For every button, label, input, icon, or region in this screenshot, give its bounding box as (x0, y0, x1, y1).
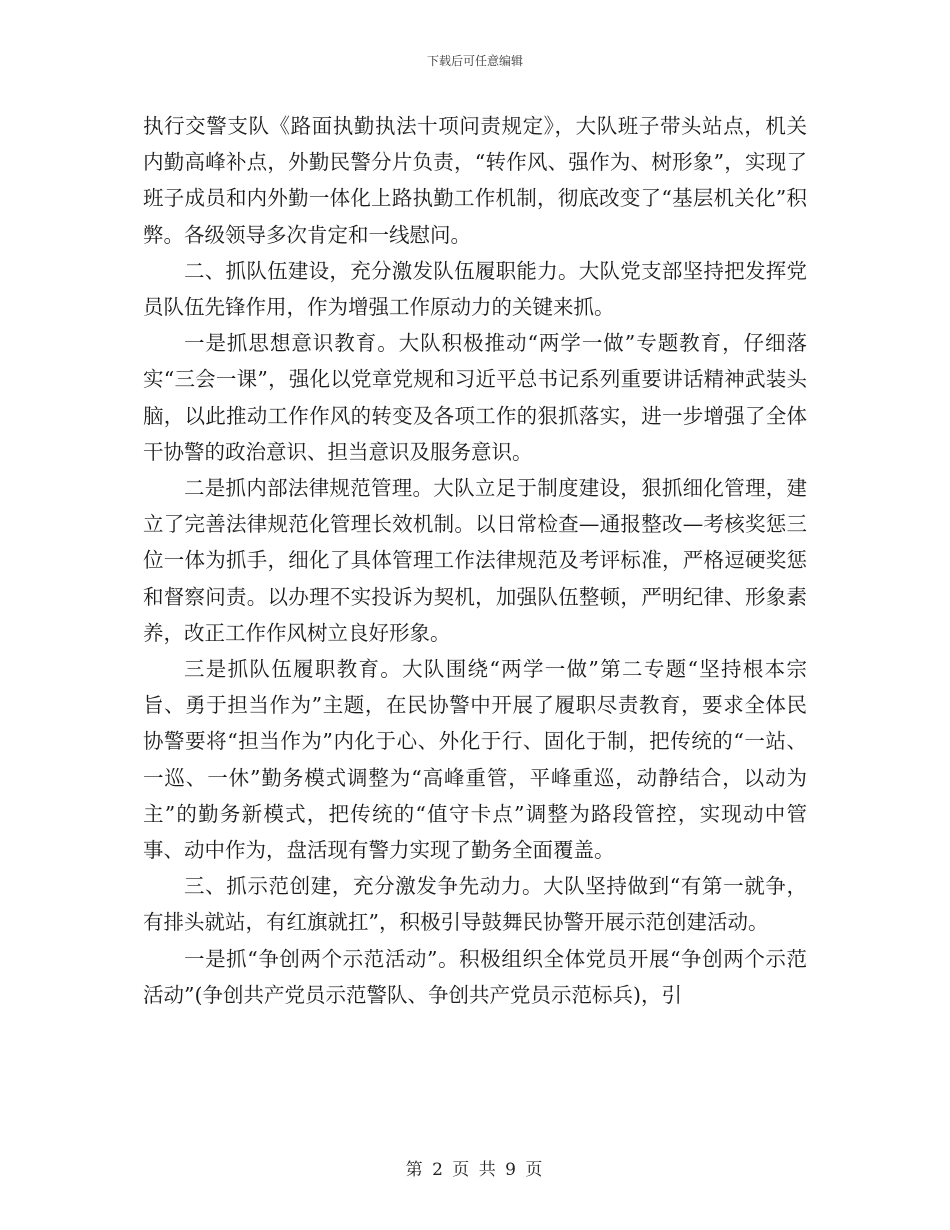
paragraph-7: 一是抓“争创两个示范活动”。积极组织全体党员开展“争创两个示范活动”(争创共产党员示范警队、争创共产党员示范标兵)，引 (143, 946, 807, 1007)
document-body (143, 108, 807, 1013)
paragraph-2: 二、抓队伍建设，充分激发队伍履职能力。大队党支部坚持把发挥党员队伍先锋作用，作为增强工作原动力的关键来抓。 (143, 258, 807, 320)
page-number-footer: 第 2 页 共 9 页 (405, 1160, 545, 1180)
paragraph-5: 三是抓队伍履职教育。大队围绕“两学一做”第二专题“坚持根本宗旨、勇于担当作为”主题，在民协警中开展了履职尽责教育，要求全体民协警要将“担当作为”内化于心、外化于行、固化于制，把传统的“一站、一巡、一休”勤务模式调整为“高峰重管，平峰重巡，动静结合，以动为主”的勤务新模式，把传统的“值守卡点”调整为路段管控，实现动中管事、动中作为，盘活现有警力实现了勤务全面覆盖。 (143, 657, 807, 863)
paragraph-1: 执行交警支队《路面执勤执法十项问责规定》，大队班子带头站点，机关内勤高峰补点，外勤民警分片负责，“转作风、强作为、树形象”，实现了班子成员和内外勤一体化上路执勤工作机制，彻底改变了“基层机关化”积弊。各级领导多次肯定和一线慰问。 (143, 114, 807, 247)
page-header: 下载后可任意编辑 (426, 54, 523, 68)
paragraph-6: 三、抓示范创建，充分激发争先动力。大队坚持做到“有第一就争，有排头就站，有红旗就扛”，积极引导鼓舞民协警开展示范创建活动。 (143, 874, 807, 935)
paragraph-4: 二是抓内部法律规范管理。大队立足于制度建设，狠抓细化管理，建立了完善法律规范化管理长效机制。以日常检查—通报整改—考核奖惩三位一体为抓手，细化了具体管理工作法律规范及考评标准，严格逗硬奖惩和督察问责。以办理不实投诉为契机，加强队伍整顿，严明纪律、形象素养，改正工作作风树立良好形象。 (143, 476, 807, 645)
paragraph-3: 一是抓思想意识教育。大队积极推动“两学一做”专题教育，仔细落实“三会一课”，强化以党章党规和习近平总书记系列重要讲话精神武装头脑，以此推动工作作风的转变及各项工作的狠抓落实，进一步增强了全体干协警的政治意识、担当意识及服务意识。 (143, 331, 807, 464)
